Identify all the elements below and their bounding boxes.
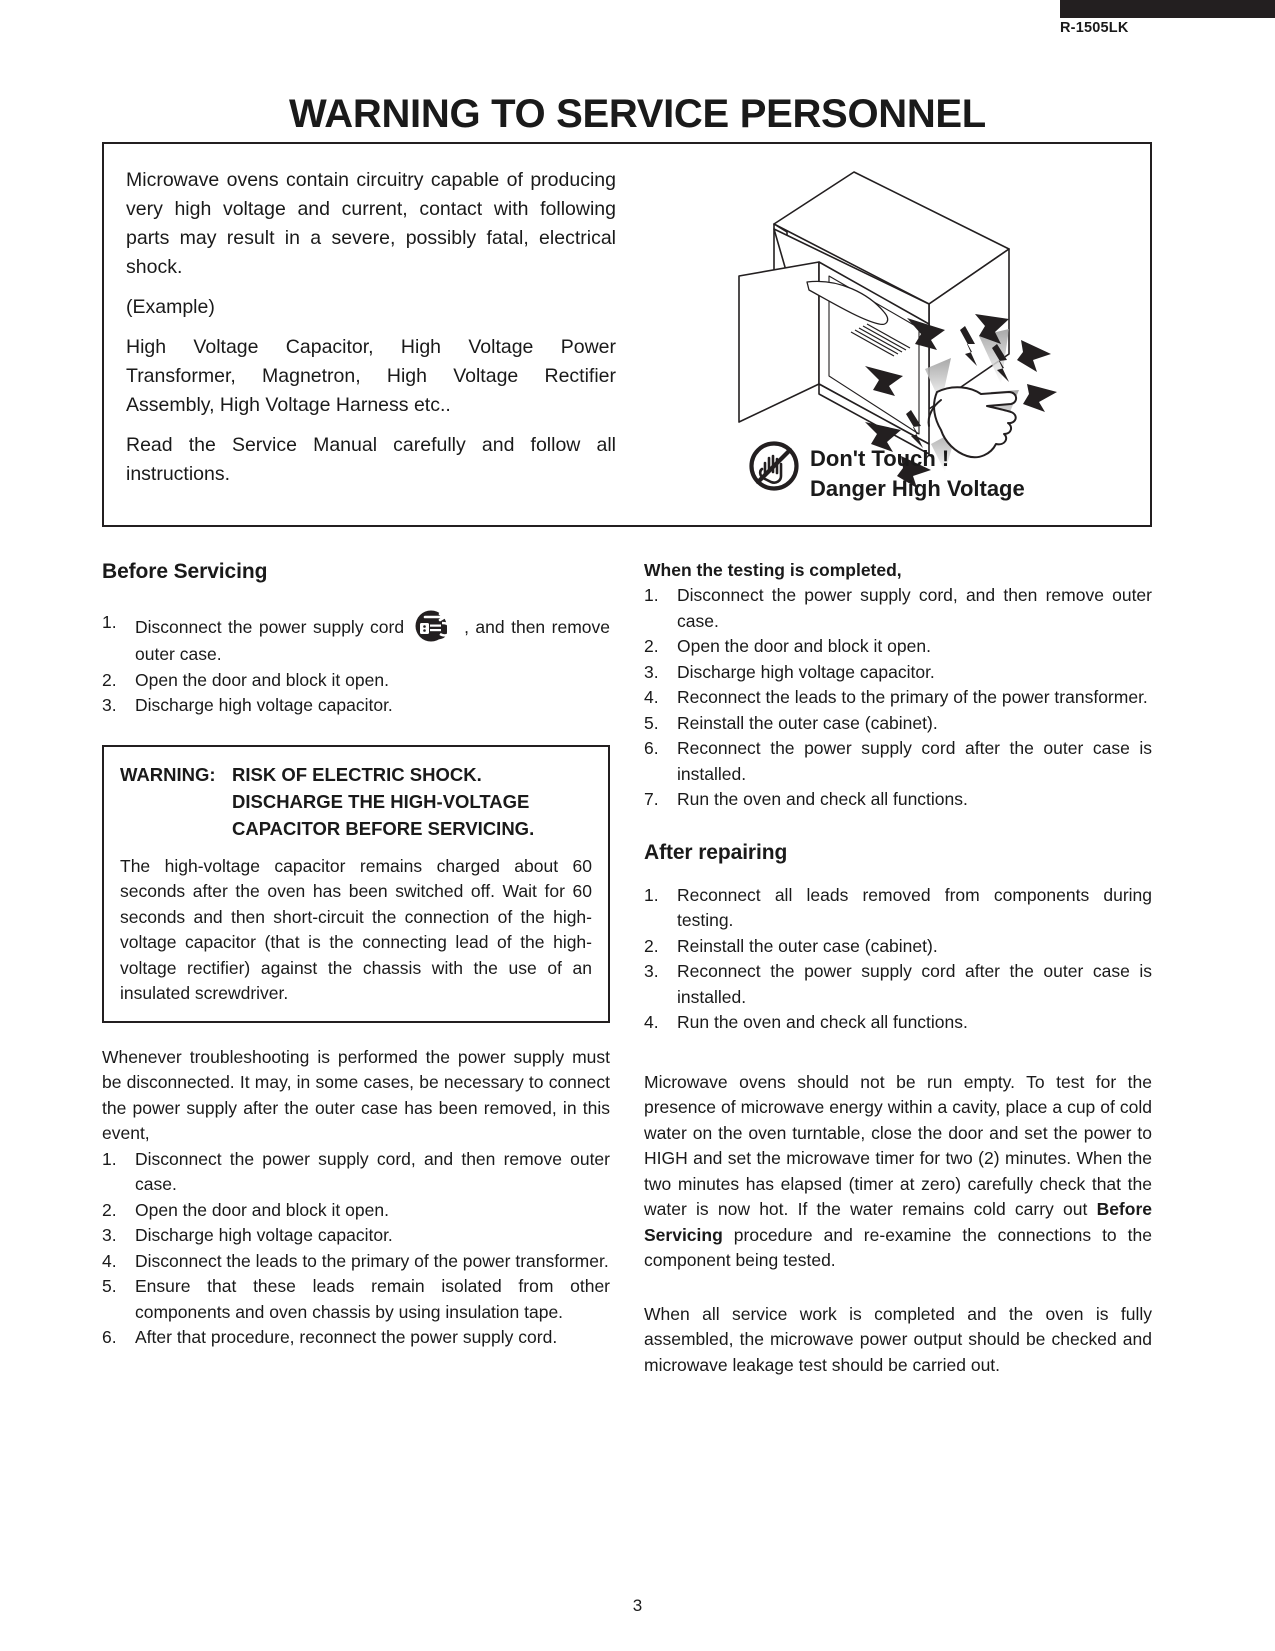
no-hand-prohibition-icon [748,440,800,492]
step-text: Discharge high voltage capacitor. [677,661,935,682]
before-servicing-heading: Before Servicing [102,560,268,583]
right-column [644,560,1152,1378]
troubleshooting-steps [102,1147,610,1351]
step-number: 2. [644,636,659,656]
step-number: 3. [644,661,659,682]
step-number: 4. [644,687,659,707]
list-item [644,711,1152,737]
empty-run-paragraph [644,1070,1152,1274]
list-item [102,1249,610,1275]
warning-paragraph-4: Read the Service Manual carefully and follow all instructions. [126,434,616,485]
list-item [644,660,1152,686]
left-column [102,560,610,1351]
step-number: 1. [644,884,659,905]
list-item [102,1147,610,1198]
list-item [644,1010,1152,1036]
electric-shock-warning-box [102,745,610,1023]
step-number: 3. [102,695,117,715]
warning-paragraph-3: High Voltage Capacitor, High Voltage Power Transformer, Magnetron, High Voltage Rectifier Assembly, High Voltage Harness etc.. [126,336,616,416]
troubleshooting-paragraph: Whenever troubleshooting is performed the power supply must be disconnected. It may, in some cases, be necessary to connect the power supply after the outer case has been removed, in this event, [102,1046,610,1143]
step-text: Reconnect all leads removed from components during testing. [677,884,1152,930]
step-number: 3. [102,1225,117,1245]
list-item [644,959,1152,1010]
step-number: 7. [644,789,659,809]
before-servicing-emphasis: Before Servicing [644,1199,1152,1245]
list-item [644,634,1152,660]
step-text: Open the door and block it open. [677,636,931,656]
step-text: Reinstall the outer case (cabinet). [677,935,938,956]
step-number: 1. [102,612,117,632]
step-number: 1. [102,1148,117,1169]
step-text: Disconnect the power supply cord, and then remove outer case. [677,585,1152,631]
step-text: Discharge high voltage capacitor. [135,695,393,715]
warning-panel [102,142,1152,527]
list-item [102,668,610,694]
before-servicing-steps [102,610,610,719]
step-text: Run the oven and check all functions. [677,789,968,809]
dont-touch-line-2: Danger High Voltage [810,476,1025,501]
step-text: Reinstall the outer case (cabinet). [677,712,938,733]
step-text: Discharge high voltage capacitor. [135,1225,393,1245]
page-number: 3 [632,1596,643,1615]
list-item [102,1274,610,1325]
step-number: 5. [102,1276,117,1296]
step-number: 6. [102,1327,117,1347]
step-text: Reconnect the power supply cord after the outer case is installed. [677,738,1152,784]
list-item [644,883,1152,934]
step-number: 5. [644,712,659,733]
step-number: 2. [102,1199,117,1220]
dont-touch-line-1: Don't Touch ! [810,446,950,471]
step-text: Reconnect the leads to the primary of the power transformer. [677,687,1148,707]
after-repairing-steps [644,883,1152,1036]
electric-shock-warning-body: The high-voltage capacitor remains charged about 60 seconds after the oven has been switched off. Wait for 60 seconds and then short-circuit the connection of the high-voltage capacitor (that is the connecting lead of the high-voltage rectifier) against the chassis with the use of an insulated screwdriver. [120,855,592,1003]
step-text: Disconnect the leads to the primary of the power transformer. [135,1250,609,1271]
list-item [644,787,1152,813]
list-item [644,736,1152,787]
step-text: Open the door and block it open. [135,1199,389,1220]
warning-label: WARNING: [120,763,216,785]
warning-line-3: CAPACITOR BEFORE SERVICING. [232,817,535,839]
warning-paragraph-2: (Example) [126,296,215,318]
header-black-bar [1060,0,1275,18]
list-item [102,693,610,719]
list-item [102,1198,610,1224]
page-title: WARNING TO SERVICE PERSONNEL [289,92,986,136]
warning-line-2: DISCHARGE THE HIGH-VOLTAGE [232,790,530,812]
after-repairing-heading: After repairing [644,840,788,864]
dont-touch-caution [810,444,1025,504]
electric-shock-warning-title [120,761,592,842]
empty-run-text-b: procedure and re-examine the connections to the component being tested. [644,1224,1152,1270]
model-number: R-1505LK [1060,20,1129,36]
step-text: Disconnect the power supply cord, and then remove outer case. [135,1148,610,1194]
list-item [102,1223,610,1249]
empty-run-text-a: Microwave ovens should not be run empty. To test for the presence of microwave energy within a cavity, place a cup of cold water on the oven turntable, close the door and set the power to HIGH and set the microwave timer for two (2) minutes. When the two minutes has elapsed (timer at zero) carefully check that the water is now hot. If the water remains cold carry out [644,1071,1152,1219]
warning-paragraph-1: Microwave ovens contain circuitry capable of producing very high voltage and current, contact with following parts may result in a severe, possibly fatal, electrical shock. [126,169,616,278]
list-item [102,1325,610,1351]
step-number: 4. [644,1012,659,1032]
testing-completed-steps [644,583,1152,813]
testing-completed-heading: When the testing is completed, [644,560,902,580]
final-paragraph: When all service work is completed and the oven is fully assembled, the microwave power output should be checked and microwave leakage test should be carried out. [644,1303,1152,1375]
step-number: 2. [102,669,117,690]
step-text: Run the oven and check all functions. [677,1012,968,1032]
list-item [644,685,1152,711]
step-text: After that procedure, reconnect the power supply cord. [135,1327,558,1347]
step-number: 1. [644,585,659,605]
list-item [644,583,1152,634]
step-text: Reconnect the power supply cord after the outer case is installed. [677,961,1152,1007]
step-text: Ensure that these leads remain isolated from other components and oven chassis by using insulation tape. [135,1276,610,1322]
step-text-after-icon: , and then remove outer case. [135,617,610,664]
list-item [644,934,1152,960]
unplug-power-cord-icon [406,610,462,642]
warning-line-1: RISK OF ELECTRIC SHOCK. [232,763,482,785]
step-text: Open the door and block it open. [135,669,389,690]
warning-panel-text [126,166,616,489]
step-number: 2. [644,935,659,956]
list-item [102,610,610,668]
step-number: 6. [644,738,659,758]
step-text-before-icon: Disconnect the power supply cord [135,617,405,637]
step-number: 4. [102,1250,117,1271]
step-number: 3. [644,961,659,981]
